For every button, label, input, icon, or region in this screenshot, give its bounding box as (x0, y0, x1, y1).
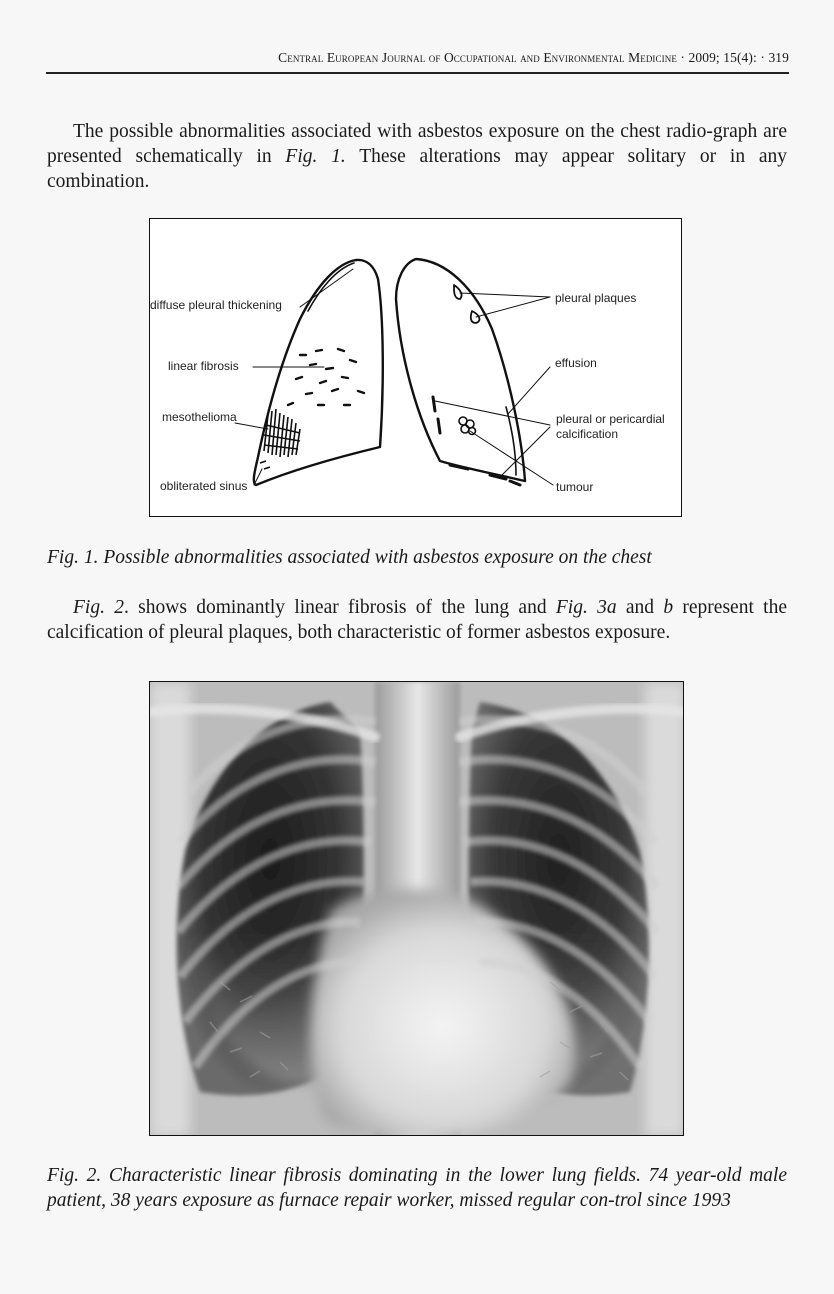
leader-lines (235, 269, 553, 485)
header-separator: · (760, 50, 765, 65)
mesothelioma-mark (264, 409, 300, 457)
label-effusion: effusion (555, 356, 597, 370)
para2-text-1: . shows dominantly linear fibrosis of the lung and (124, 597, 556, 618)
para1-text-after: These alterations may appear solitary or in any combination. (47, 146, 787, 192)
figure-2-caption: Fig. 2. Characteristic linear fibrosis dominating in the lower lung fields. 74 year-old male patient, 38 years exposure as furnace repair worker, missed regular con-trol since 1993 (47, 1165, 787, 1211)
figure-1-caption: Fig. 1. Possible abnormalities associated with asbestos exposure on the chest (47, 547, 652, 568)
label-calcification-line2: calcification (556, 427, 619, 441)
lung-diagram (150, 219, 683, 518)
header-rule (46, 72, 789, 74)
linear-fibrosis-marks (288, 349, 364, 405)
chest-radiograph-image (150, 682, 684, 1136)
figure-reference: b (663, 597, 674, 618)
figure-reference: Fig. 1. (285, 146, 346, 167)
diffuse-pleural-thickening (308, 263, 354, 311)
figure-reference: Fig. 2 (73, 597, 124, 618)
header-issue: 15(4): (723, 50, 757, 65)
para2-text-3: represent the calcification of pleural plaques, both characteristic of former asbestos exposure. (47, 597, 787, 643)
pleural-plaque-upper (454, 285, 462, 299)
label-obliterated-sinus: obliterated sinus (160, 479, 248, 493)
paragraph-intro (47, 119, 787, 194)
label-pleural-plaques: pleural plaques (555, 291, 637, 305)
sinus-marks (260, 461, 270, 469)
running-header (46, 50, 789, 66)
header-year: 2009; (688, 50, 720, 65)
para2-text-2: and (616, 597, 664, 618)
journal-name: Central European Journal of Occupational and Environmental Medicine (278, 50, 677, 65)
figure-1-schematic (149, 218, 682, 517)
figure-2-chest-radiograph (149, 681, 684, 1136)
label-calcification-line1: pleural or pericardial (556, 412, 665, 426)
paragraph-figures (47, 595, 787, 645)
pleural-plaque-lower (471, 311, 480, 323)
label-diffuse-pleural-thickening: diffuse pleural thickening (150, 298, 282, 312)
header-separator: · (680, 50, 686, 65)
para1-text-before: The possible abnormalities associated with asbestos exposure on the chest radio-graph are presented schematically in (47, 121, 787, 167)
tumour-mark (459, 417, 476, 435)
label-mesothelioma: mesothelioma (162, 410, 237, 424)
page-number: 319 (768, 50, 789, 65)
figure-reference: Fig. 3a (555, 597, 617, 618)
label-linear-fibrosis: linear fibrosis (168, 359, 239, 373)
label-tumour: tumour (556, 480, 594, 494)
